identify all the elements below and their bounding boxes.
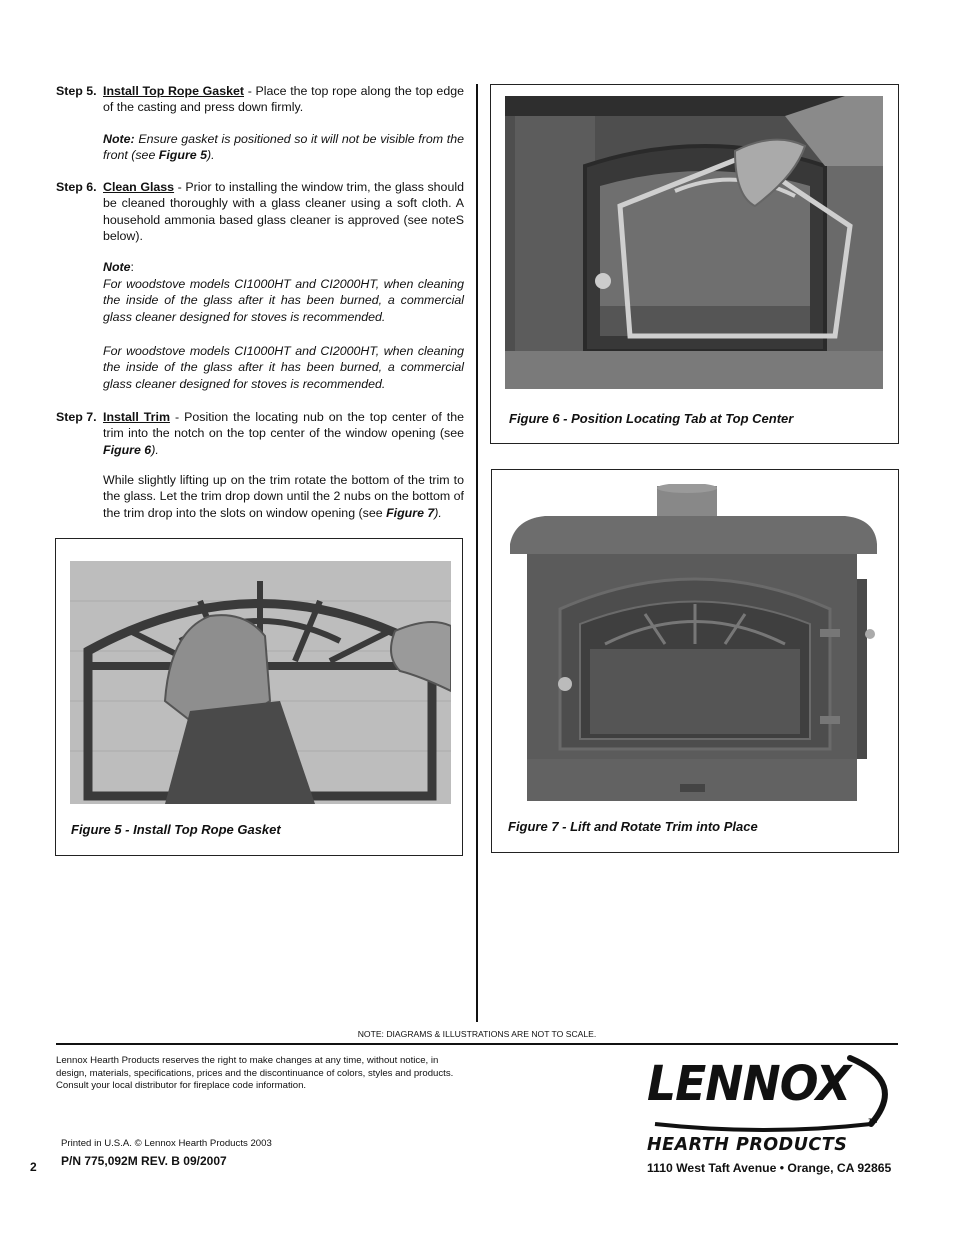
page-number: 2 [30, 1160, 37, 1174]
lennox-wordmark: LENNOX [647, 1056, 851, 1112]
step-7-para-2-text: While slightly lifting up on the trim rotate the bottom of the trim to the glass. Let the trim drop down until the 2 nubs on the bottom of the trim drop into the slots on window opening (see [103, 473, 464, 520]
step-5-text: - Place the top rope along the top edge of the casting and press down firmly. [103, 84, 464, 115]
trademark-mark: TM [868, 1118, 878, 1125]
figure-7-caption: Figure 7 - Lift and Rotate Trim into Place [508, 819, 758, 834]
step-5-title: Install Top Rope Gasket [103, 84, 244, 98]
disclaimer: Lennox Hearth Products reserves the right to make changes at any time, without notice, in design, materials, specifications, prices and the discontinuance of colors, styles and products. Consult your local distributor for fireplace code information. [56, 1055, 454, 1092]
step-7-title: Install Trim [103, 410, 170, 424]
step-5-body [103, 83, 464, 116]
address: 1110 West Taft Avenue • Orange, CA 92865 [647, 1161, 892, 1175]
stove-front-illustration [505, 484, 883, 801]
footer-rule [56, 1043, 898, 1045]
step-6-note-colon: : [130, 260, 134, 274]
step-7-fig-ref: Figure 6 [103, 442, 152, 457]
step-5-note-pre: Ensure gasket is positioned so it will not be visible from the front (see [103, 132, 464, 163]
figure-5-caption: Figure 5 - Install Top Rope Gasket [71, 822, 281, 837]
step-7-post: ). [151, 442, 159, 457]
figure-5-photo [70, 561, 451, 804]
step-6-text: - Prior to installing the window trim, the glass should be cleaned thoroughly with a glass cleaner using a soft cloth. A household ammonia based glass cleaner is approved (see noteS below). [103, 180, 464, 244]
figure-6-caption: Figure 6 - Position Locating Tab at Top Center [509, 411, 794, 426]
step-7-para-2-fig: Figure 7 [386, 505, 435, 520]
stove-trim-install-illustration [505, 96, 883, 389]
printed-note: Printed in U.S.A. © Lennox Hearth Products 2003 [61, 1138, 272, 1149]
scale-note: NOTE: DIAGRAMS & ILLUSTRATIONS ARE NOT TO SCALE. [357, 1029, 597, 1039]
step-7-body [103, 409, 464, 458]
hearth-products-wordmark: HEARTH PRODUCTS [647, 1135, 848, 1155]
part-number: P/N 775,092M REV. B 09/2007 [61, 1154, 227, 1168]
step-6-body [103, 179, 464, 245]
trim-gasket-illustration [70, 561, 451, 804]
step-6-label: Step 6. [56, 180, 97, 194]
step-5-note-fig: Figure 5 [158, 148, 207, 163]
step-5-label: Step 5. [56, 84, 97, 98]
step-7-text: - Position the locating nub on the top center of the trim into the notch on the top center of the window opening (see [103, 410, 464, 441]
step-7-label: Step 7. [56, 410, 97, 424]
column-divider [476, 84, 478, 1022]
step-5-note-label: Note: [103, 132, 135, 146]
step-6-note-label: Note [103, 260, 131, 274]
step-6-note-para-2: For woodstove models CI1000HT and CI2000HT, when cleaning the inside of the glass after it has been burned, a commercial glass cleaner designed for stoves is recommended. [103, 344, 464, 391]
figure-7-photo [505, 484, 883, 801]
step-6-title: Clean Glass [103, 180, 175, 194]
figure-6-photo [505, 96, 883, 389]
step-5-note-post: ). [207, 148, 215, 163]
step-7-para-2-post: ). [434, 505, 442, 520]
step-6-note-para-1: For woodstove models CI1000HT and CI2000HT, when cleaning the inside of the glass after it has been burned, a commercial glass cleaner designed for stoves is recommended. [103, 277, 464, 324]
step-7-para-2 [103, 472, 464, 521]
step-6-note-heading [103, 259, 464, 275]
lennox-logo [645, 1052, 901, 1132]
step-5-note [103, 131, 464, 164]
